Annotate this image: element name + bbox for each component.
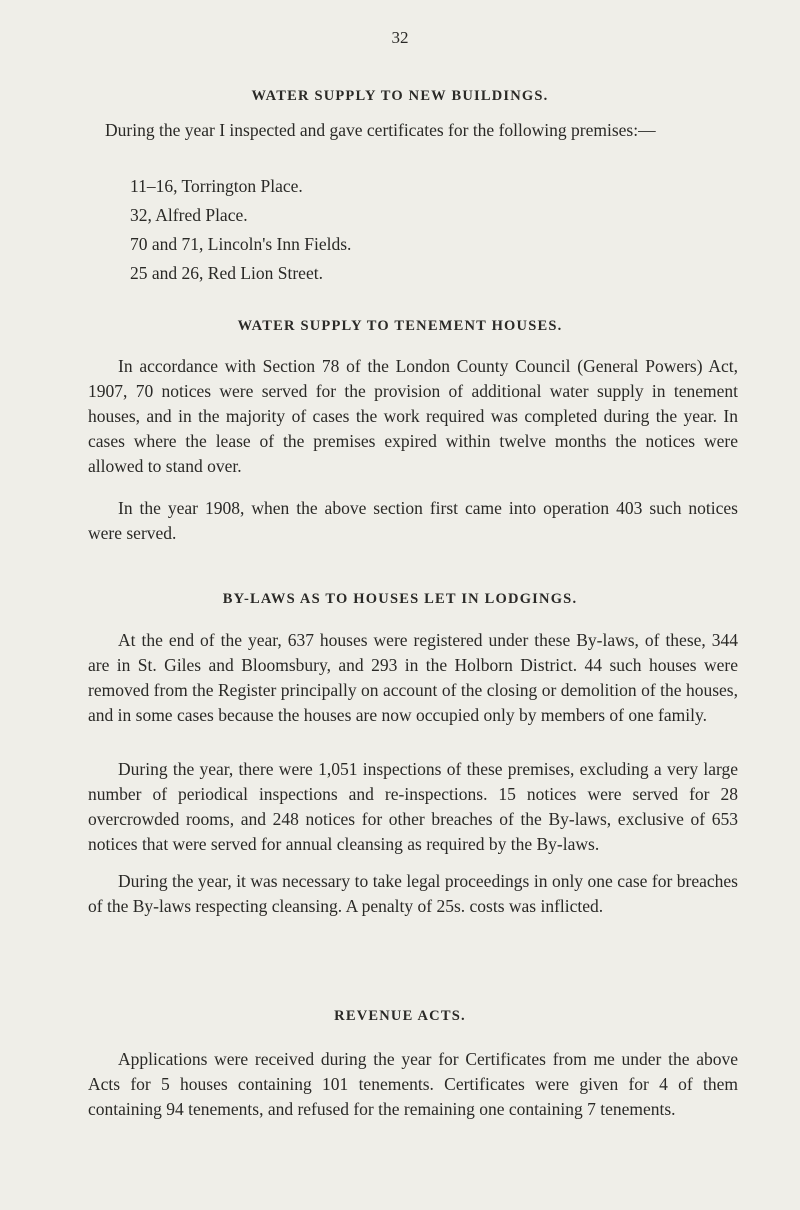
list-item: 32, Alfred Place. (130, 205, 248, 225)
page-number: 32 (391, 28, 409, 47)
paragraph-bylaws-inspections: During the year, there were 1,051 inspections of these premises, excluding a very large number of periodical inspections and re-inspections. 15 notices were served for 28 overcrowded rooms, and 248 notices for other breaches of the By-laws, exclusive of 653 notices that were served for annual cleansing as required by the By-laws. (88, 759, 738, 854)
paragraph-new-buildings-intro: During the year I inspected and gave certificates for the following premises:— (105, 120, 656, 140)
premises-list (130, 172, 351, 288)
list-item: 11–16, Torrington Place. (130, 176, 303, 196)
paragraph-tenement-section-78: In accordance with Section 78 of the London County Council (General Powers) Act, 1907, 70 notices were served for the provision of additional water supply in tenement houses, and in the majority of cases the work required was completed during the year. In cases where the lease of the premises expired within twelve months the notices were allowed to stand over. (88, 356, 738, 476)
heading-revenue-acts: REVENUE ACTS. (334, 1008, 466, 1024)
paragraph-bylaws-registered: At the end of the year, 637 houses were registered under these By-laws, of these, 344 are in St. Giles and Bloomsbury, and 293 in the Holborn District. 44 such houses were removed from the Register principally on account of the closing or demolition of the houses, and in some cases because the houses are now occupied only by members of one family. (88, 630, 738, 725)
paragraph-revenue-applications: Applications were received during the year for Certificates from me under the above Acts for 5 houses containing 101 tenements. Certificates were given for 4 of them containing 94 tenements, and refused for the remaining one containing 7 tenements. (88, 1049, 738, 1119)
heading-water-supply-tenement-houses: WATER SUPPLY TO TENEMENT HOUSES. (237, 318, 563, 334)
list-item: 25 and 26, Red Lion Street. (130, 263, 323, 283)
list-item: 70 and 71, Lincoln's Inn Fields. (130, 234, 352, 254)
heading-bylaws-lodgings: BY-LAWS AS TO HOUSES LET IN LODGINGS. (222, 591, 578, 607)
paragraph-tenement-1908: In the year 1908, when the above section first came into operation 403 such notices were served. (88, 498, 738, 543)
heading-water-supply-new-buildings: WATER SUPPLY TO NEW BUILDINGS. (251, 88, 549, 104)
paragraph-bylaws-proceedings: During the year, it was necessary to take legal proceedings in only one case for breaches of the By-laws respecting cleansing. A penalty of 25s. costs was inflicted. (88, 871, 738, 916)
